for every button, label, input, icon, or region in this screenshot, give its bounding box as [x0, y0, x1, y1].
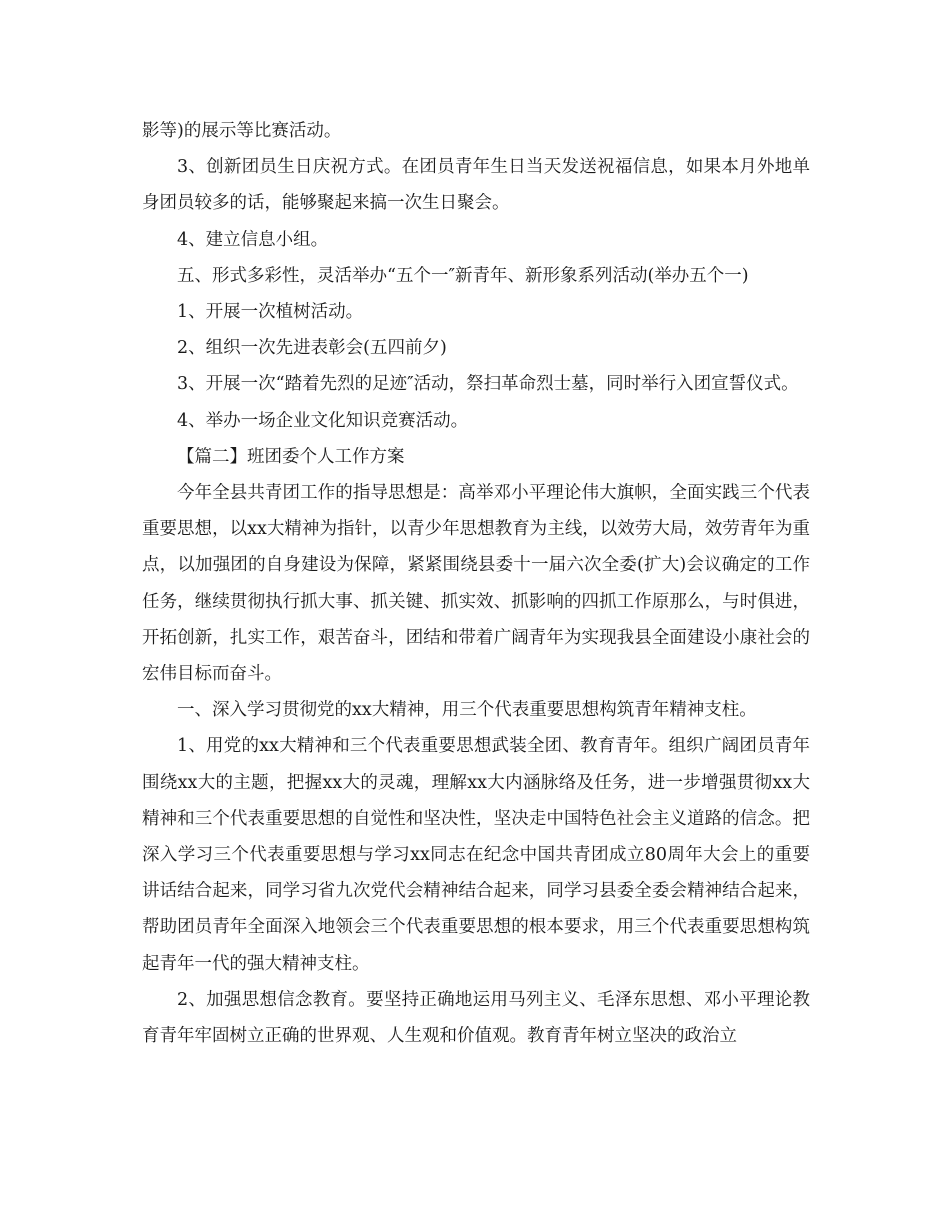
paragraph: 今年全县共青团工作的指导思想是：高举邓小平理论伟大旗帜，全面实践三个代表重要思想，以xx大精神为指针，以青少年思想教育为主线，以效劳大局，效劳青年为重点，以加强团的自身建设为保障，紧紧围绕县委十一届六次全委(扩大)会议确定的工作任务，继续贯彻执行抓大事、抓关键、抓实效、抓影响的四抓工作原那么，与时俱进，开拓创新，扎实工作，艰苦奋斗，团结和带着广阔青年为实现我县全面建设小康社会的宏伟目标而奋斗。 — [142, 483, 810, 685]
paragraph: 影等)的展示等比赛活动。 — [142, 121, 342, 141]
paragraph: 4、举办一场企业文化知识竞赛活动。 — [177, 410, 469, 431]
paragraph: 1、用党的xx大精神和三个代表重要思想武装全团、教育青年。组织广阔团员青年围绕xx大的主题，把握xx大的灵魂，理解xx大内涵脉络及任务，进一步增强贯彻xx大精神和三个代表重要思想的自觉性和坚决性，坚决走中国特色社会主义道路的信念。把深入学习三个代表重要思想与学习xx同志在纪念中国共青团成立80周年大会上的重要讲话结合起来，同学习省九次党代会精神结合起来，同学习县委全委会精神结合起来，帮助团员青年全面深入地领会三个代表重要思想的根本要求，用三个代表重要思想构筑起青年一代的强大精神支柱。 — [142, 736, 810, 974]
paragraph: 1、开展一次植树活动。 — [177, 302, 364, 323]
article-title: 【篇二】班团委个人工作方案 — [177, 446, 405, 467]
section-heading: 一、深入学习贯彻党的xx大精神，用三个代表重要思想构筑青年精神支柱。 — [177, 700, 757, 721]
paragraph: 3、创新团员生日庆祝方式。在团员青年生日当天发送祝福信息，如果本月外地单身团员较多的话，能够聚起来搞一次生日聚会。 — [142, 157, 810, 214]
paragraph: 2、加强思想信念教育。要坚持正确地运用马列主义、毛泽东思想、邓小平理论教育青年牢固树立正确的世界观、人生观和价值观。教育青年树立坚决的政治立 — [142, 989, 810, 1047]
paragraph: 2、组织一次先进表彰会(五四前夕) — [177, 338, 447, 359]
paragraph: 3、开展一次“踏着先烈的足迹″活动，祭扫革命烈士墓，同时举行入团宣誓仪式。 — [177, 374, 799, 395]
document-body — [142, 113, 810, 1054]
section-heading: 五、形式多彩性，灵活举办“五个一″新青年、新形象系列活动(举办五个一) — [177, 265, 749, 286]
paragraph: 4、建立信息小组。 — [177, 229, 329, 250]
